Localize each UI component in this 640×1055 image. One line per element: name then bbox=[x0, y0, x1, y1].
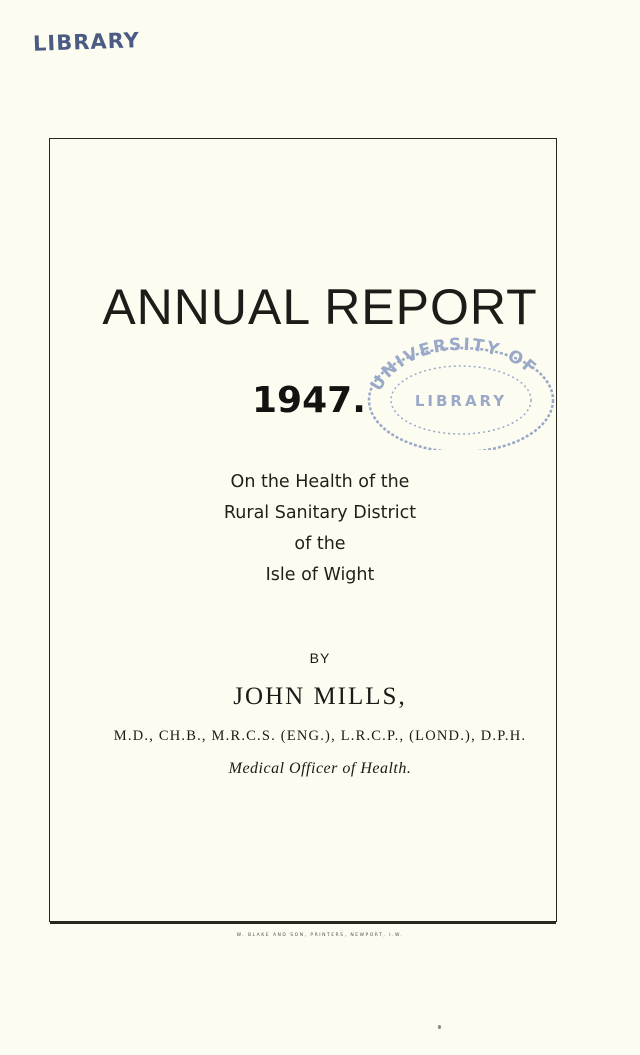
subtitle-line: of the bbox=[294, 534, 346, 554]
library-stamp: LIBRARY bbox=[32, 28, 141, 56]
seal-middle-text: LIBRARY bbox=[414, 392, 508, 410]
library-seal bbox=[356, 330, 566, 450]
svg-text:UNIVERSITY OF bbox=[367, 335, 541, 395]
paper-speck bbox=[438, 1025, 441, 1029]
by-label: BY bbox=[309, 650, 331, 666]
author-name: JOHN MILLS, bbox=[233, 683, 407, 710]
report-title: ANNUAL REPORT bbox=[102, 279, 538, 335]
printer-imprint: W. BLAKE AND SON, PRINTERS, NEWPORT, I.W. bbox=[236, 933, 404, 938]
report-subtitle bbox=[0, 467, 640, 591]
subtitle-line: Rural Sanitary District bbox=[223, 503, 417, 523]
author-role: Medical Officer of Health. bbox=[228, 760, 412, 777]
subtitle-line: On the Health of the bbox=[230, 472, 410, 492]
author-qualifications: M.D., CH.B., M.R.C.S. (ENG.), L.R.C.P., (LOND.), D.P.H. bbox=[113, 728, 527, 744]
subtitle-line: Isle of Wight bbox=[265, 565, 375, 585]
report-year: 1947. bbox=[252, 380, 366, 421]
seal-top-text: UNIVERSITY OF bbox=[366, 334, 542, 395]
